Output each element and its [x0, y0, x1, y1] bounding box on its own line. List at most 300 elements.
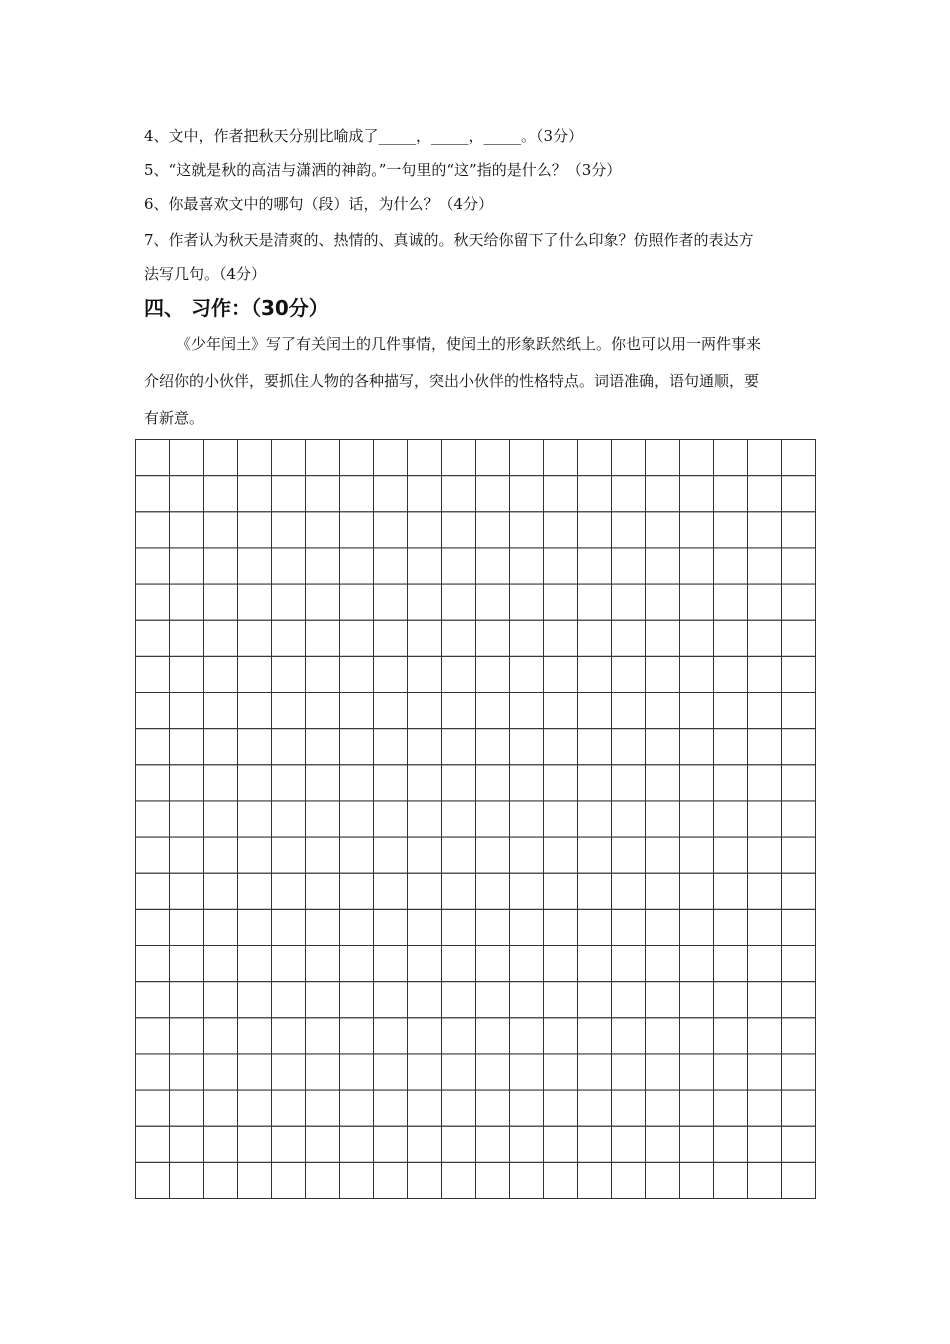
- grid-cell[interactable]: [204, 1090, 238, 1126]
- grid-cell[interactable]: [442, 656, 476, 692]
- grid-cell[interactable]: [476, 693, 510, 729]
- grid-cell[interactable]: [204, 873, 238, 909]
- grid-cell[interactable]: [340, 982, 374, 1018]
- grid-cell[interactable]: [782, 1054, 816, 1090]
- grid-cell[interactable]: [238, 1162, 272, 1198]
- grid-cell[interactable]: [476, 1054, 510, 1090]
- grid-cell[interactable]: [238, 982, 272, 1018]
- grid-cell[interactable]: [476, 801, 510, 837]
- grid-cell[interactable]: [612, 765, 646, 801]
- grid-cell[interactable]: [578, 765, 612, 801]
- grid-cell[interactable]: [476, 1126, 510, 1162]
- grid-cell[interactable]: [170, 476, 204, 512]
- grid-cell[interactable]: [238, 476, 272, 512]
- grid-cell[interactable]: [680, 729, 714, 765]
- grid-cell[interactable]: [374, 765, 408, 801]
- grid-cell[interactable]: [272, 801, 306, 837]
- grid-cell[interactable]: [646, 1018, 680, 1054]
- grid-cell[interactable]: [136, 584, 170, 620]
- grid-cell[interactable]: [442, 765, 476, 801]
- grid-cell[interactable]: [782, 656, 816, 692]
- grid-cell[interactable]: [646, 512, 680, 548]
- grid-cell[interactable]: [748, 476, 782, 512]
- grid-cell[interactable]: [170, 837, 204, 873]
- grid-cell[interactable]: [408, 548, 442, 584]
- grid-cell[interactable]: [714, 765, 748, 801]
- grid-cell[interactable]: [578, 909, 612, 945]
- grid-cell[interactable]: [238, 548, 272, 584]
- grid-cell[interactable]: [544, 801, 578, 837]
- grid-cell[interactable]: [612, 548, 646, 584]
- grid-cell[interactable]: [544, 693, 578, 729]
- grid-cell[interactable]: [544, 1090, 578, 1126]
- grid-cell[interactable]: [748, 1090, 782, 1126]
- grid-cell[interactable]: [442, 548, 476, 584]
- grid-cell[interactable]: [272, 693, 306, 729]
- grid-cell[interactable]: [714, 837, 748, 873]
- grid-cell[interactable]: [238, 1126, 272, 1162]
- grid-cell[interactable]: [646, 693, 680, 729]
- grid-cell[interactable]: [714, 656, 748, 692]
- grid-cell[interactable]: [238, 656, 272, 692]
- grid-cell[interactable]: [408, 873, 442, 909]
- grid-cell[interactable]: [646, 909, 680, 945]
- grid-cell[interactable]: [476, 765, 510, 801]
- grid-cell[interactable]: [782, 476, 816, 512]
- grid-cell[interactable]: [306, 1018, 340, 1054]
- grid-cell[interactable]: [748, 946, 782, 982]
- grid-cell[interactable]: [544, 476, 578, 512]
- grid-cell[interactable]: [340, 1018, 374, 1054]
- grid-cell[interactable]: [374, 873, 408, 909]
- grid-cell[interactable]: [748, 1018, 782, 1054]
- grid-cell[interactable]: [340, 476, 374, 512]
- grid-cell[interactable]: [136, 909, 170, 945]
- grid-cell[interactable]: [170, 765, 204, 801]
- grid-cell[interactable]: [782, 946, 816, 982]
- grid-cell[interactable]: [408, 1018, 442, 1054]
- grid-cell[interactable]: [170, 1126, 204, 1162]
- grid-cell[interactable]: [170, 801, 204, 837]
- grid-cell[interactable]: [408, 1054, 442, 1090]
- grid-cell[interactable]: [374, 548, 408, 584]
- grid-cell[interactable]: [544, 1018, 578, 1054]
- grid-cell[interactable]: [646, 729, 680, 765]
- grid-cell[interactable]: [408, 476, 442, 512]
- grid-cell[interactable]: [238, 440, 272, 476]
- grid-cell[interactable]: [612, 873, 646, 909]
- grid-cell[interactable]: [272, 873, 306, 909]
- grid-cell[interactable]: [544, 765, 578, 801]
- grid-cell[interactable]: [442, 1018, 476, 1054]
- grid-cell[interactable]: [612, 512, 646, 548]
- grid-cell[interactable]: [340, 946, 374, 982]
- grid-cell[interactable]: [510, 837, 544, 873]
- grid-cell[interactable]: [374, 1126, 408, 1162]
- grid-cell[interactable]: [340, 729, 374, 765]
- grid-cell[interactable]: [714, 1054, 748, 1090]
- writing-grid[interactable]: [135, 439, 816, 1199]
- grid-cell[interactable]: [306, 729, 340, 765]
- grid-cell[interactable]: [272, 620, 306, 656]
- grid-cell[interactable]: [238, 1090, 272, 1126]
- grid-cell[interactable]: [408, 1162, 442, 1198]
- grid-cell[interactable]: [204, 656, 238, 692]
- grid-cell[interactable]: [442, 1090, 476, 1126]
- grid-cell[interactable]: [680, 1054, 714, 1090]
- grid-cell[interactable]: [442, 837, 476, 873]
- grid-cell[interactable]: [748, 656, 782, 692]
- grid-cell[interactable]: [714, 512, 748, 548]
- grid-cell[interactable]: [374, 801, 408, 837]
- grid-cell[interactable]: [748, 837, 782, 873]
- grid-cell[interactable]: [340, 512, 374, 548]
- grid-cell[interactable]: [510, 512, 544, 548]
- grid-cell[interactable]: [578, 729, 612, 765]
- grid-cell[interactable]: [646, 837, 680, 873]
- grid-cell[interactable]: [136, 656, 170, 692]
- grid-cell[interactable]: [544, 1054, 578, 1090]
- grid-cell[interactable]: [510, 801, 544, 837]
- grid-cell[interactable]: [578, 440, 612, 476]
- grid-cell[interactable]: [408, 982, 442, 1018]
- grid-cell[interactable]: [374, 512, 408, 548]
- grid-cell[interactable]: [340, 620, 374, 656]
- grid-cell[interactable]: [442, 620, 476, 656]
- grid-cell[interactable]: [510, 1162, 544, 1198]
- grid-cell[interactable]: [748, 729, 782, 765]
- grid-cell[interactable]: [578, 873, 612, 909]
- grid-cell[interactable]: [204, 548, 238, 584]
- grid-cell[interactable]: [272, 440, 306, 476]
- grid-cell[interactable]: [442, 512, 476, 548]
- grid-cell[interactable]: [612, 656, 646, 692]
- grid-cell[interactable]: [578, 946, 612, 982]
- grid-cell[interactable]: [408, 801, 442, 837]
- grid-cell[interactable]: [170, 909, 204, 945]
- grid-cell[interactable]: [578, 620, 612, 656]
- grid-cell[interactable]: [408, 1126, 442, 1162]
- grid-cell[interactable]: [408, 584, 442, 620]
- grid-cell[interactable]: [374, 1018, 408, 1054]
- grid-cell[interactable]: [272, 548, 306, 584]
- grid-cell[interactable]: [714, 729, 748, 765]
- grid-cell[interactable]: [136, 765, 170, 801]
- grid-cell[interactable]: [374, 1054, 408, 1090]
- grid-cell[interactable]: [170, 620, 204, 656]
- grid-cell[interactable]: [442, 1054, 476, 1090]
- grid-cell[interactable]: [680, 693, 714, 729]
- grid-cell[interactable]: [714, 548, 748, 584]
- grid-cell[interactable]: [306, 801, 340, 837]
- grid-cell[interactable]: [748, 765, 782, 801]
- grid-cell[interactable]: [442, 801, 476, 837]
- grid-cell[interactable]: [476, 548, 510, 584]
- grid-cell[interactable]: [748, 873, 782, 909]
- grid-cell[interactable]: [442, 909, 476, 945]
- grid-cell[interactable]: [612, 909, 646, 945]
- grid-cell[interactable]: [748, 512, 782, 548]
- grid-cell[interactable]: [442, 1162, 476, 1198]
- grid-cell[interactable]: [340, 837, 374, 873]
- grid-cell[interactable]: [782, 1126, 816, 1162]
- grid-cell[interactable]: [714, 693, 748, 729]
- grid-cell[interactable]: [204, 1162, 238, 1198]
- grid-cell[interactable]: [340, 765, 374, 801]
- grid-cell[interactable]: [204, 440, 238, 476]
- grid-cell[interactable]: [782, 801, 816, 837]
- grid-cell[interactable]: [272, 1126, 306, 1162]
- grid-cell[interactable]: [782, 873, 816, 909]
- grid-cell[interactable]: [578, 656, 612, 692]
- grid-cell[interactable]: [136, 1054, 170, 1090]
- grid-cell[interactable]: [238, 620, 272, 656]
- grid-cell[interactable]: [612, 476, 646, 512]
- grid-cell[interactable]: [374, 837, 408, 873]
- grid-cell[interactable]: [442, 440, 476, 476]
- grid-cell[interactable]: [646, 440, 680, 476]
- grid-cell[interactable]: [612, 1018, 646, 1054]
- grid-cell[interactable]: [544, 548, 578, 584]
- grid-cell[interactable]: [510, 620, 544, 656]
- grid-cell[interactable]: [510, 729, 544, 765]
- grid-cell[interactable]: [680, 1162, 714, 1198]
- grid-cell[interactable]: [476, 873, 510, 909]
- grid-cell[interactable]: [680, 909, 714, 945]
- grid-cell[interactable]: [544, 1162, 578, 1198]
- grid-cell[interactable]: [578, 693, 612, 729]
- grid-cell[interactable]: [272, 476, 306, 512]
- grid-cell[interactable]: [748, 909, 782, 945]
- grid-cell[interactable]: [408, 946, 442, 982]
- grid-cell[interactable]: [170, 946, 204, 982]
- grid-cell[interactable]: [442, 584, 476, 620]
- grid-cell[interactable]: [204, 837, 238, 873]
- grid-cell[interactable]: [714, 1126, 748, 1162]
- grid-cell[interactable]: [680, 512, 714, 548]
- grid-cell[interactable]: [782, 982, 816, 1018]
- grid-cell[interactable]: [646, 1162, 680, 1198]
- grid-cell[interactable]: [306, 476, 340, 512]
- grid-cell[interactable]: [714, 476, 748, 512]
- grid-cell[interactable]: [646, 548, 680, 584]
- grid-cell[interactable]: [306, 1126, 340, 1162]
- grid-cell[interactable]: [510, 476, 544, 512]
- grid-cell[interactable]: [646, 584, 680, 620]
- grid-cell[interactable]: [306, 584, 340, 620]
- grid-cell[interactable]: [748, 801, 782, 837]
- grid-cell[interactable]: [782, 584, 816, 620]
- grid-cell[interactable]: [374, 729, 408, 765]
- grid-cell[interactable]: [510, 440, 544, 476]
- grid-cell[interactable]: [408, 440, 442, 476]
- grid-cell[interactable]: [476, 512, 510, 548]
- grid-cell[interactable]: [476, 656, 510, 692]
- grid-cell[interactable]: [612, 1162, 646, 1198]
- grid-cell[interactable]: [680, 440, 714, 476]
- grid-cell[interactable]: [510, 909, 544, 945]
- grid-cell[interactable]: [374, 1162, 408, 1198]
- grid-cell[interactable]: [170, 548, 204, 584]
- grid-cell[interactable]: [442, 1126, 476, 1162]
- grid-cell[interactable]: [204, 512, 238, 548]
- grid-cell[interactable]: [748, 548, 782, 584]
- grid-cell[interactable]: [544, 873, 578, 909]
- grid-cell[interactable]: [510, 1054, 544, 1090]
- grid-cell[interactable]: [170, 656, 204, 692]
- grid-cell[interactable]: [476, 729, 510, 765]
- grid-cell[interactable]: [646, 1090, 680, 1126]
- grid-cell[interactable]: [680, 620, 714, 656]
- grid-cell[interactable]: [170, 1018, 204, 1054]
- grid-cell[interactable]: [782, 837, 816, 873]
- grid-cell[interactable]: [510, 946, 544, 982]
- grid-cell[interactable]: [408, 837, 442, 873]
- grid-cell[interactable]: [646, 656, 680, 692]
- grid-cell[interactable]: [272, 729, 306, 765]
- grid-cell[interactable]: [340, 548, 374, 584]
- grid-cell[interactable]: [408, 765, 442, 801]
- grid-cell[interactable]: [782, 620, 816, 656]
- grid-cell[interactable]: [340, 693, 374, 729]
- grid-cell[interactable]: [306, 512, 340, 548]
- grid-cell[interactable]: [374, 656, 408, 692]
- grid-cell[interactable]: [272, 1018, 306, 1054]
- grid-cell[interactable]: [170, 729, 204, 765]
- grid-cell[interactable]: [374, 982, 408, 1018]
- grid-cell[interactable]: [544, 440, 578, 476]
- grid-cell[interactable]: [204, 946, 238, 982]
- grid-cell[interactable]: [748, 1162, 782, 1198]
- grid-cell[interactable]: [238, 837, 272, 873]
- grid-cell[interactable]: [306, 873, 340, 909]
- grid-cell[interactable]: [136, 440, 170, 476]
- grid-cell[interactable]: [680, 982, 714, 1018]
- grid-cell[interactable]: [442, 729, 476, 765]
- grid-cell[interactable]: [680, 548, 714, 584]
- grid-cell[interactable]: [238, 729, 272, 765]
- grid-cell[interactable]: [136, 548, 170, 584]
- grid-cell[interactable]: [442, 873, 476, 909]
- grid-cell[interactable]: [306, 765, 340, 801]
- grid-cell[interactable]: [748, 1054, 782, 1090]
- grid-cell[interactable]: [340, 873, 374, 909]
- grid-cell[interactable]: [714, 909, 748, 945]
- grid-cell[interactable]: [510, 873, 544, 909]
- grid-cell[interactable]: [442, 693, 476, 729]
- grid-cell[interactable]: [136, 1090, 170, 1126]
- grid-cell[interactable]: [782, 693, 816, 729]
- grid-cell[interactable]: [170, 512, 204, 548]
- grid-cell[interactable]: [476, 946, 510, 982]
- grid-cell[interactable]: [714, 801, 748, 837]
- grid-cell[interactable]: [476, 982, 510, 1018]
- grid-cell[interactable]: [170, 873, 204, 909]
- grid-cell[interactable]: [204, 801, 238, 837]
- grid-cell[interactable]: [680, 1018, 714, 1054]
- grid-cell[interactable]: [578, 1090, 612, 1126]
- grid-cell[interactable]: [170, 982, 204, 1018]
- grid-cell[interactable]: [646, 801, 680, 837]
- grid-cell[interactable]: [782, 729, 816, 765]
- grid-cell[interactable]: [170, 693, 204, 729]
- grid-cell[interactable]: [170, 1162, 204, 1198]
- grid-cell[interactable]: [136, 946, 170, 982]
- grid-cell[interactable]: [612, 440, 646, 476]
- grid-cell[interactable]: [714, 982, 748, 1018]
- grid-cell[interactable]: [544, 837, 578, 873]
- grid-cell[interactable]: [170, 584, 204, 620]
- grid-cell[interactable]: [136, 801, 170, 837]
- grid-cell[interactable]: [510, 656, 544, 692]
- grid-cell[interactable]: [476, 476, 510, 512]
- grid-cell[interactable]: [238, 909, 272, 945]
- grid-cell[interactable]: [748, 620, 782, 656]
- grid-cell[interactable]: [578, 837, 612, 873]
- grid-cell[interactable]: [272, 512, 306, 548]
- grid-cell[interactable]: [204, 584, 238, 620]
- grid-cell[interactable]: [374, 909, 408, 945]
- grid-cell[interactable]: [646, 620, 680, 656]
- grid-cell[interactable]: [544, 584, 578, 620]
- grid-cell[interactable]: [646, 1126, 680, 1162]
- grid-cell[interactable]: [170, 440, 204, 476]
- grid-cell[interactable]: [306, 548, 340, 584]
- grid-cell[interactable]: [782, 1162, 816, 1198]
- grid-cell[interactable]: [340, 1162, 374, 1198]
- grid-cell[interactable]: [306, 837, 340, 873]
- grid-cell[interactable]: [204, 982, 238, 1018]
- grid-cell[interactable]: [510, 765, 544, 801]
- grid-cell[interactable]: [578, 512, 612, 548]
- grid-cell[interactable]: [578, 1126, 612, 1162]
- grid-cell[interactable]: [612, 946, 646, 982]
- grid-cell[interactable]: [510, 982, 544, 1018]
- grid-cell[interactable]: [408, 512, 442, 548]
- grid-cell[interactable]: [272, 1090, 306, 1126]
- grid-cell[interactable]: [238, 801, 272, 837]
- grid-cell[interactable]: [544, 982, 578, 1018]
- grid-cell[interactable]: [374, 620, 408, 656]
- grid-cell[interactable]: [340, 909, 374, 945]
- grid-cell[interactable]: [272, 1162, 306, 1198]
- grid-cell[interactable]: [680, 1090, 714, 1126]
- grid-cell[interactable]: [782, 1090, 816, 1126]
- grid-cell[interactable]: [136, 837, 170, 873]
- grid-cell[interactable]: [136, 729, 170, 765]
- grid-cell[interactable]: [374, 440, 408, 476]
- grid-cell[interactable]: [782, 909, 816, 945]
- grid-cell[interactable]: [680, 873, 714, 909]
- grid-cell[interactable]: [238, 1018, 272, 1054]
- grid-cell[interactable]: [544, 729, 578, 765]
- grid-cell[interactable]: [544, 1126, 578, 1162]
- grid-cell[interactable]: [238, 512, 272, 548]
- grid-cell[interactable]: [680, 765, 714, 801]
- grid-cell[interactable]: [204, 1018, 238, 1054]
- grid-cell[interactable]: [612, 1054, 646, 1090]
- grid-cell[interactable]: [578, 476, 612, 512]
- grid-cell[interactable]: [272, 946, 306, 982]
- grid-cell[interactable]: [612, 693, 646, 729]
- grid-cell[interactable]: [136, 1126, 170, 1162]
- grid-cell[interactable]: [442, 476, 476, 512]
- grid-cell[interactable]: [272, 765, 306, 801]
- grid-cell[interactable]: [136, 1162, 170, 1198]
- grid-cell[interactable]: [646, 873, 680, 909]
- grid-cell[interactable]: [476, 440, 510, 476]
- grid-cell[interactable]: [408, 1090, 442, 1126]
